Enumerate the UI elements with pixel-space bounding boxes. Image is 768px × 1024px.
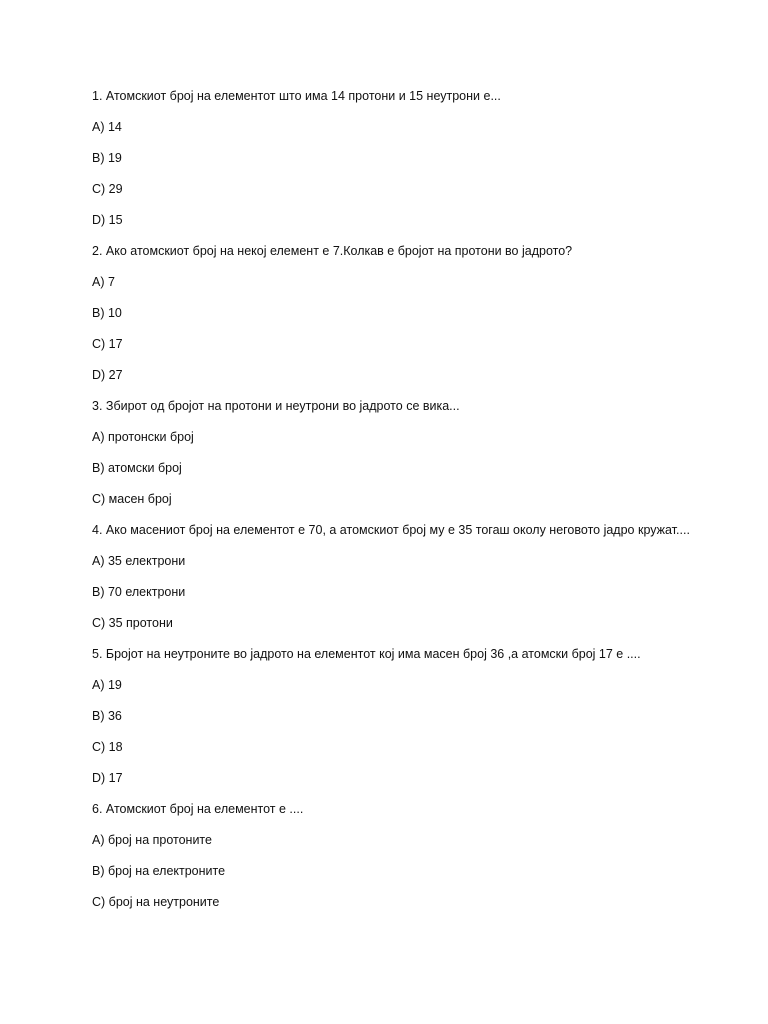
- answer-1-c: C) 29: [92, 182, 123, 196]
- answer-6-b: B) број на електроните: [92, 864, 226, 878]
- answer-5-c: C) 18: [92, 740, 123, 754]
- answer-4-a: A) 35 електрони: [92, 554, 186, 568]
- question-3: 3. Збирот од бројот на протони и неутрони во јадрото се вика...: [92, 399, 460, 413]
- question-2: 2. Ако атомскиот број на некој елемент е 7.Колкав е бројот на протони во јадрото?: [92, 244, 573, 258]
- document-content: [92, 86, 692, 923]
- answer-3-a: A) протонски број: [92, 430, 194, 444]
- answer-4-b: B) 70 електрони: [92, 585, 186, 599]
- answer-4-c: C) 35 протони: [92, 616, 173, 630]
- question-5: 5. Бројот на неутроните во јадрото на елементот кој има масен број 36 ,а атомски број 17 е ....: [92, 647, 641, 661]
- answer-6-c: C) број на неутроните: [92, 895, 220, 909]
- question-1: 1. Атомскиот број на елементот што има 14 протони и 15 неутрони е...: [92, 89, 501, 103]
- answer-3-c: C) масен број: [92, 492, 172, 506]
- answer-2-a: A) 7: [92, 275, 115, 289]
- answer-1-b: B) 19: [92, 151, 122, 165]
- answer-5-b: B) 36: [92, 709, 122, 723]
- answer-5-a: A) 19: [92, 678, 122, 692]
- answer-1-d: D) 15: [92, 213, 123, 227]
- answer-2-d: D) 27: [92, 368, 123, 382]
- answer-1-a: A) 14: [92, 120, 122, 134]
- answer-6-a: A) број на протоните: [92, 833, 212, 847]
- answer-3-b: B) атомски број: [92, 461, 182, 475]
- question-4: 4. Ако масениот број на елементот е 70, а атомскиот број му е 35 тогаш околу неговото јадро кружат....: [92, 523, 690, 537]
- question-6: 6. Атомскиот број на елементот е ....: [92, 802, 304, 816]
- answer-2-c: C) 17: [92, 337, 123, 351]
- answer-2-b: B) 10: [92, 306, 122, 320]
- answer-5-d: D) 17: [92, 771, 123, 785]
